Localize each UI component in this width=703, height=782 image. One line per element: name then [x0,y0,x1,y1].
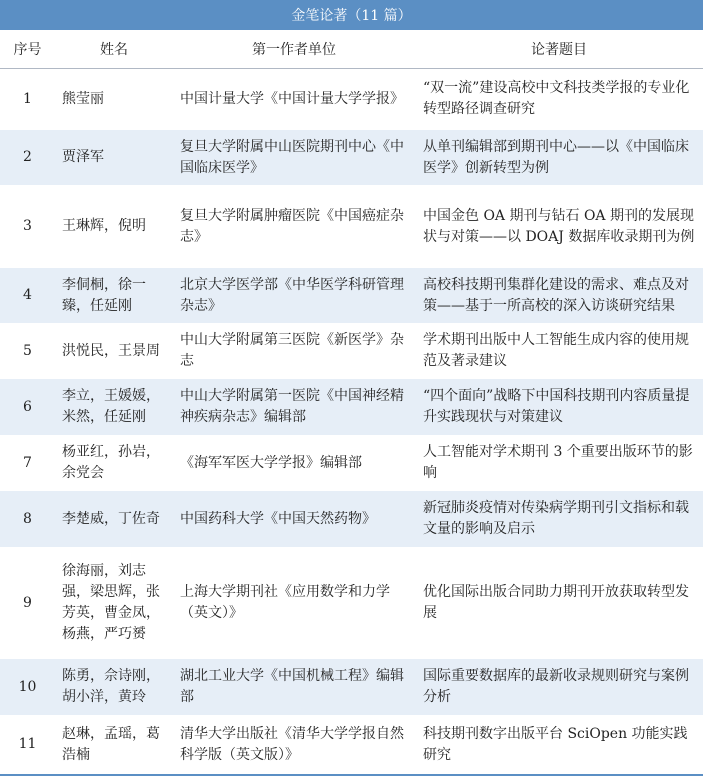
cell-title: 学术期刊出版中人工智能生成内容的使用规范及著录建议 [423,332,689,369]
cell-title: “四个面向”战略下中国科技期刊内容质量提升实践现状与对策建议 [423,388,690,425]
table-row [0,435,703,491]
table-row [0,379,703,435]
cell-name: 贾泽军 [62,149,104,165]
cell-title: 中国金色 OA 期刊与钻石 OA 期刊的发展现状与对策——以 DOAJ 数据库收录期刊为例 [423,207,695,245]
cell-title: 高校科技期刊集群化建设的需求、难点及对策——基于一所高校的深入访谈研究结果 [423,276,689,314]
cell-title: 优化国际出版合同助力期刊开放获取转型发展 [423,584,689,621]
cell-unit: 清华大学出版社《清华大学学报自然科学版（英文版）》 [180,725,404,763]
cell-title: 新冠肺炎疫情对传染病学期刊引文指标和载文量的影响及启示 [423,500,689,537]
cell-unit: 中山大学附属第一医院《中国神经精神疾病杂志》编辑部 [180,388,404,425]
table-row [0,130,703,185]
cell-unit: 中山大学附属第三医院《新医学》杂志 [180,332,404,369]
cell-name: 徐海丽，刘志强，梁思辉，张芳英，曹金凤，杨燕，严巧赟 [62,563,160,642]
cell-name: 李楚威，丁佐奇 [62,510,160,527]
cell-name: 洪悦民，王景周 [62,342,160,359]
table-header-row [0,30,703,69]
cell-number: 1 [23,90,32,107]
cell-number: 4 [23,287,32,303]
table-row [0,68,703,130]
cell-name: 李立，王媛媛，米然，任延刚 [62,388,160,425]
cell-number: 6 [23,398,32,415]
table-row [0,268,703,323]
cell-number: 7 [23,454,32,471]
cell-unit: 复旦大学附属中山医院期刊中心《中国临床医学》 [180,138,404,176]
cell-number: 3 [23,218,32,234]
cell-name: 杨亚红，孙岩，余党会 [62,444,160,481]
cell-name: 李侗桐，徐一臻，任延刚 [62,276,146,314]
cell-unit: 湖北工业大学《中国机械工程》编辑部 [180,668,404,705]
cell-title: 科技期刊数字出版平台 SciOpen 功能实践研究 [423,725,688,763]
cell-title: “双一流”建设高校中文科技类学报的专业化转型路径调查研究 [423,80,690,117]
cell-title: 从单刊编辑部到期刊中心——以《中国临床医学》创新转型为例 [423,138,689,176]
table-row [0,323,703,379]
cell-unit: 《海军军医大学学报》编辑部 [180,454,362,471]
cell-title: 国际重要数据库的最新收录规则研究与案例分析 [423,668,689,705]
table-title: 金笔论著（11 篇） [0,0,703,30]
cell-title: 人工智能对学术期刊 3 个重要出版环节的影响 [423,444,693,481]
cell-number: 2 [23,149,32,165]
table-row [0,491,703,547]
cell-number: 10 [18,678,37,695]
header-name: 姓名 [100,42,128,58]
cell-unit: 中国药科大学《中国天然药物》 [180,510,376,527]
header-title: 论著题目 [531,42,587,58]
cell-unit: 北京大学医学部《中华医学科研管理杂志》 [180,276,404,314]
cell-unit: 中国计量大学《中国计量大学学报》 [180,90,404,107]
cell-unit: 复旦大学附属肿瘤医院《中国癌症杂志》 [180,207,404,245]
table-row [0,185,703,268]
cell-name: 熊莹丽 [62,90,104,107]
header-unit: 第一作者单位 [252,42,336,58]
table-row [0,659,703,715]
header-number: 序号 [13,42,42,58]
cell-number: 9 [23,594,32,611]
cell-number: 8 [23,510,32,527]
cell-name: 赵琳，孟瑶，葛浩楠 [62,725,160,763]
cell-number: 11 [18,736,37,752]
cell-name: 王琳辉，倪明 [62,218,146,234]
table-row [0,547,703,659]
cell-number: 5 [23,342,32,359]
table-bottom-rule [0,774,703,776]
cell-name: 陈勇，佘诗刚，胡小洋，黄玲 [62,668,160,705]
cell-unit: 上海大学期刊社《应用数学和力学（英文）》 [180,584,390,621]
table-row [0,715,703,774]
